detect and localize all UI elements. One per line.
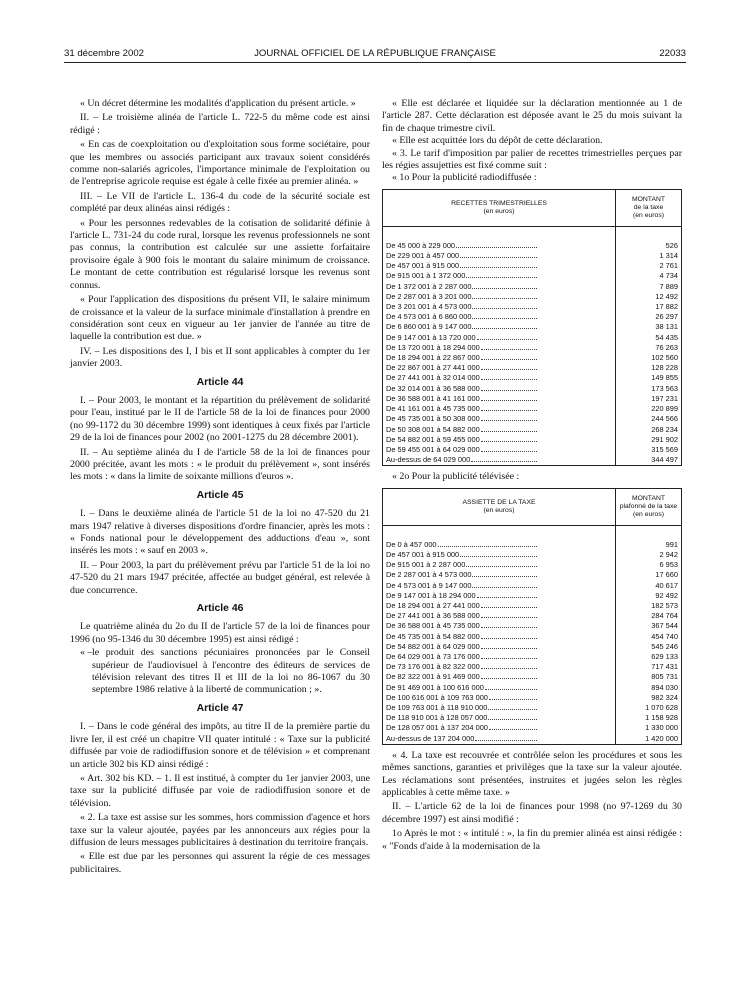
table-row (383, 425, 682, 435)
bracket-cell (383, 292, 616, 302)
bracket-label: De 457 001 à 915 000 (386, 261, 460, 271)
bracket-cell (383, 251, 616, 261)
bracket-label: De 59 455 001 à 64 029 000 (386, 444, 480, 454)
table-header-base (383, 488, 616, 525)
table-row (383, 662, 682, 672)
radio-tax-table (382, 189, 682, 466)
amount-cell: 315 569 (616, 445, 682, 455)
leader-dots (488, 703, 537, 710)
bracket-cell (383, 581, 616, 591)
amount-cell: 454 740 (616, 632, 682, 642)
paragraph: « 1o Pour la publicité radiodiffusée : (392, 172, 537, 184)
paragraph: « Art. 302 bis KD. – 1. Il est institué, à compter du 1er janvier 2003, une taxe sur la publicité diffusée par voie de radiodiffusion sonore et de télévision. (70, 772, 370, 809)
right-column (382, 98, 682, 853)
amount-cell: 6 953 (616, 560, 682, 570)
column-header-label: ASSIETTE DE LA TAXE (462, 498, 536, 506)
bracket-cell (383, 560, 616, 570)
amount-cell: 717 431 (616, 662, 682, 672)
paragraph: Le quatrième alinéa du 2o du II de l'article 57 de la loi de finances pour 1996 (no 95-1346 du 30 décembre 1995) est ainsi rédigé : (70, 621, 370, 645)
table-row (383, 435, 682, 445)
leader-dots (472, 322, 537, 329)
bracket-label: De 4 573 001 à 9 147 000 (386, 580, 472, 590)
table-row (383, 734, 682, 745)
bracket-label: De 18 294 001 à 22 867 000 (386, 353, 480, 363)
bracket-cell (383, 343, 616, 353)
amount-cell: 991 (616, 540, 682, 550)
paragraph: « En cas de coexploitation ou d'exploitation sous forme sociétaire, pour que les membres ou associés participant aux travaux soient considérés comme non-salariés agricoles, l'importance minimale de l'exploitation ou de l'entreprise agricole requise est égale à celle fixée au premier alinéa. » (70, 139, 370, 188)
bracket-label: De 91 469 001 à 100 616 000 (386, 682, 484, 692)
table-row (383, 601, 682, 611)
paragraph: « 2o Pour la publicité télévisée : (392, 471, 520, 483)
amount-cell: 1 330 000 (616, 723, 682, 733)
article-heading: Article 46 (196, 603, 244, 615)
leader-dots (481, 384, 537, 391)
table-row (383, 312, 682, 322)
leader-dots (481, 414, 537, 421)
left-column (70, 98, 370, 876)
amount-cell: 17 882 (616, 302, 682, 312)
bracket-label: De 6 860 001 à 9 147 000 (386, 322, 472, 332)
leader-dots (481, 373, 537, 380)
table-row (383, 373, 682, 383)
bracket-cell (383, 611, 616, 621)
table-row (383, 251, 682, 261)
bracket-label: De 915 001 à 2 287 000 (386, 560, 466, 570)
amount-cell: 128 228 (616, 363, 682, 373)
leader-dots (481, 435, 537, 442)
table-row (383, 302, 682, 312)
leader-dots (477, 333, 537, 340)
table-row (383, 693, 682, 703)
leader-dots (481, 621, 537, 628)
amount-cell: 102 560 (616, 353, 682, 363)
bracket-label: De 73 176 001 à 82 322 000 (386, 662, 480, 672)
amount-cell: 12 492 (616, 292, 682, 302)
bracket-cell (383, 601, 616, 611)
bracket-cell (383, 455, 616, 466)
paragraph: « Elle est déclarée et liquidée sur la déclaration mentionnée au 1 de l'article 287. Cette déclaration est déposée avant le 25 du mois suivant la fin de chaque trimestre civil. (382, 98, 682, 134)
paragraph: « 4. La taxe est recouvrée et contrôlée selon les procédures et sous les mêmes sanctions, garanties et privilèges que la taxe sur la valeur ajoutée. Les réclamations sont présentées, instruites et jugées selon les règles applicables à cette même taxe. » (382, 749, 682, 798)
bracket-label: De 109 763 001 à 118 910 000 (386, 702, 488, 712)
bracket-label: De 457 001 à 915 000 (386, 549, 460, 559)
leader-dots (472, 292, 537, 299)
paragraph: II. – Le troisième alinéa de l'article L. 722-5 du même code est ainsi rédigé : (70, 112, 370, 136)
bracket-cell (383, 570, 616, 580)
bracket-cell (383, 723, 616, 733)
bracket-label: De 27 441 001 à 32 014 000 (386, 373, 480, 383)
table-row (383, 455, 682, 466)
paragraph: I. – Dans le deuxième alinéa de l'article 51 de la loi no 47-520 du 21 mars 1947 relative à diverses dispositions d'ordre financier, après les mots : « Fonds national pour le développement des adductions d'eau », sont insérés les mots : « sauf en 2003 ». (70, 508, 370, 557)
bracket-label: De 50 308 001 à 54 882 000 (386, 424, 480, 434)
amount-cell: 629 133 (616, 652, 682, 662)
leader-dots (481, 363, 537, 370)
table-row (383, 621, 682, 631)
bracket-cell (383, 652, 616, 662)
leader-dots (438, 540, 537, 547)
leader-dots (481, 642, 537, 649)
amount-cell: 526 (616, 241, 682, 251)
leader-dots (481, 445, 537, 452)
table-row (383, 611, 682, 621)
bracket-cell (383, 282, 616, 292)
leader-dots (481, 353, 537, 360)
table-row (383, 292, 682, 302)
journal-title: JOURNAL OFFICIEL DE LA RÉPUBLIQUE FRANÇAISE (254, 48, 496, 59)
table-row (383, 540, 682, 550)
table-row (383, 271, 682, 281)
bracket-cell (383, 445, 616, 455)
leader-dots (472, 302, 537, 309)
bracket-cell (383, 271, 616, 281)
amount-cell: 268 234 (616, 425, 682, 435)
table-row (383, 591, 682, 601)
bracket-label: De 4 573 001 à 6 860 000 (386, 312, 472, 322)
leader-dots (481, 611, 537, 618)
amount-cell: 545 246 (616, 642, 682, 652)
table-row (383, 642, 682, 652)
column-header-unit: (en euros) (633, 211, 664, 219)
bracket-cell (383, 363, 616, 373)
bracket-cell (383, 425, 616, 435)
bracket-label: De 64 029 001 à 73 176 000 (386, 651, 480, 661)
quote-dash: « – (80, 647, 93, 659)
paragraph: « Pour les personnes redevables de la cotisation de solidarité définie à l'article L. 731-24 du code rural, lorsque les revenus professionnels ne sont pas connus, la contribution est calculée sur une assiette forfaitaire provisoire égale à 900 fois le montant du salaire minimum de croissance. Le montant de cette contribution est régularisé lorsque les revenus sont connus. (70, 217, 370, 291)
bracket-label: De 13 720 001 à 18 294 000 (386, 342, 480, 352)
bracket-cell (383, 591, 616, 601)
amount-cell: 2 761 (616, 261, 682, 271)
amount-cell: 805 731 (616, 672, 682, 682)
bracket-label: Au-dessus de 137 204 000 (386, 733, 475, 743)
leader-dots (471, 455, 537, 462)
bracket-label: De 27 441 001 à 36 588 000 (386, 611, 480, 621)
bracket-label: De 45 735 001 à 54 882 000 (386, 631, 480, 641)
amount-cell: 982 324 (616, 693, 682, 703)
bracket-cell (383, 683, 616, 693)
table-row (383, 353, 682, 363)
leader-dots (481, 632, 537, 639)
table-row (383, 414, 682, 424)
leader-dots (456, 241, 537, 248)
leader-dots (481, 662, 537, 669)
paragraph: « Elle est acquittée lors du dépôt de cette déclaration. (392, 135, 603, 147)
bracket-label: De 54 882 001 à 64 029 000 (386, 641, 480, 651)
column-header-unit: (en euros) (483, 506, 515, 514)
header-rule (64, 62, 686, 63)
leader-dots (481, 394, 537, 401)
amount-cell: 291 902 (616, 435, 682, 445)
leader-dots (460, 550, 537, 557)
table-spacer-row (383, 525, 682, 540)
amount-cell: 182 573 (616, 601, 682, 611)
bracket-cell (383, 713, 616, 723)
amount-cell: 1 420 000 (616, 734, 682, 745)
leader-dots (481, 425, 537, 432)
bracket-cell (383, 734, 616, 745)
bracket-label: De 45 000 à 229 000 (386, 240, 456, 250)
amount-cell: 1 314 (616, 251, 682, 261)
table-row (383, 445, 682, 455)
bracket-label: De 229 001 à 457 000 (386, 251, 460, 261)
leader-dots (475, 734, 537, 741)
bracket-cell (383, 672, 616, 682)
amount-cell: 2 942 (616, 550, 682, 560)
bracket-cell (383, 550, 616, 560)
table-row (383, 363, 682, 373)
amount-cell: 367 544 (616, 621, 682, 631)
table-row (383, 384, 682, 394)
bracket-label: De 2 287 001 à 3 201 000 (386, 291, 472, 301)
amount-cell: 38 131 (616, 322, 682, 332)
bracket-cell (383, 312, 616, 322)
paragraph: « Pour l'application des dispositions du présent VII, le salaire minimum de croissance et la valeur de la surface minimale d'installation à prendre en considération sont ceux en vigueur au 1er janvier de l'année au titre de laquelle la contribution est due. » (70, 294, 370, 343)
amount-cell: 4 734 (616, 271, 682, 281)
table-row (383, 652, 682, 662)
paragraph: IV. – Les dispositions des I, I bis et II sont applicables à compter du 1er janvier 2003. (70, 345, 370, 370)
bracket-cell (383, 632, 616, 642)
bracket-label: De 0 à 457 000 (386, 539, 437, 549)
bracket-cell (383, 322, 616, 332)
leader-dots (489, 723, 537, 730)
leader-dots (472, 312, 537, 319)
bracket-cell (383, 540, 616, 550)
table-row (383, 672, 682, 682)
column-header-unit: (en euros) (483, 207, 515, 215)
table-header-bracket (383, 189, 616, 226)
bracket-cell (383, 333, 616, 343)
bracket-label: De 45 735 001 à 50 308 000 (386, 414, 480, 424)
amount-cell: 7 889 (616, 282, 682, 292)
amount-cell: 344 497 (616, 455, 682, 466)
bracket-label: De 36 588 001 à 41 161 000 (386, 393, 480, 403)
leader-dots (460, 261, 537, 268)
amount-cell: 26 297 (616, 312, 682, 322)
amount-cell: 54 435 (616, 333, 682, 343)
table-row (383, 394, 682, 404)
table-row (383, 723, 682, 733)
paragraph: I. – Pour 2003, le montant et la répartition du prélèvement de solidarité pour l'eau, institué par le II de l'article 58 de la loi de finances pour 2000 (no 99-1172 du 30 décembre 1999) sont identiques à ceux fixés par l'article 29 de la loi de finances pour 2002 (no 2001-1275 du 28 décembre 2001). (70, 394, 370, 444)
bracket-label: De 18 294 001 à 27 441 000 (386, 600, 480, 610)
table-row (383, 683, 682, 693)
column-header-label: MONTANT (631, 195, 666, 203)
amount-cell: 92 492 (616, 591, 682, 601)
table-spacer-row (383, 226, 682, 241)
bracket-cell (383, 435, 616, 445)
bracket-label: De 915 001 à 1 372 000 (386, 271, 466, 281)
paragraph: « 2. La taxe est assise sur les sommes, hors commission d'agence et hors taxe sur la valeur ajoutée, payées par les annonceurs aux régies pour la diffusion de leurs messages publicitaires à destination du territoire français. (70, 812, 370, 848)
bracket-cell (383, 353, 616, 363)
bracket-label: De 100 616 001 à 109 763 000 (386, 692, 488, 702)
bracket-cell (383, 693, 616, 703)
amount-cell: 149 855 (616, 373, 682, 383)
paragraph: « Un décret détermine les modalités d'application du présent article. » (80, 98, 356, 109)
paragraph: I. – Dans le code général des impôts, au titre II de la première partie du livre Ier, il est créé un chapitre VII quater intitulé : « Taxe sur la publicité diffusée par voie de radiodiffusion sonore et de télévision » et comprenant un article 302 bis KD ainsi rédigé : (70, 721, 370, 770)
table-row (383, 322, 682, 332)
bracket-label: Au-dessus de 64 029 000 (386, 455, 471, 465)
bracket-label: De 118 910 001 à 128 057 000 (386, 713, 488, 723)
bracket-label: De 82 322 001 à 91 469 000 (386, 672, 480, 682)
leader-dots (472, 581, 537, 588)
column-header-sub: de la taxe (633, 203, 664, 211)
paragraph: II. – Au septième alinéa du I de l'article 58 de la loi de finances pour 2000 précitée, avant les mots : « le produit du prélèvement », sont insérés les mots : « dans la limite de soixante millions d'euros ». (70, 446, 370, 483)
bracket-cell (383, 302, 616, 312)
bracket-label: De 3 201 001 à 4 573 000 (386, 302, 472, 312)
table-header-amount (616, 488, 682, 525)
leader-dots (481, 404, 537, 411)
bracket-label: De 41 161 001 à 45 735 000 (386, 404, 480, 414)
bracket-label: De 32 014 001 à 36 588 000 (386, 383, 480, 393)
column-header-sub: plafonné de la taxe (619, 502, 678, 510)
bracket-cell (383, 241, 616, 251)
bracket-label: De 9 147 001 à 13 720 000 (386, 332, 476, 342)
bracket-label: De 1 372 001 à 2 287 000 (386, 281, 472, 291)
table-row (383, 241, 682, 251)
article-heading: Article 44 (196, 376, 244, 388)
table-header-amount (616, 189, 682, 226)
bracket-cell (383, 373, 616, 383)
table-row (383, 343, 682, 353)
bracket-cell (383, 662, 616, 672)
table-row (383, 282, 682, 292)
paragraph: III. – Le VII de l'article L. 136-4 du code de la sécurité sociale est complété par deux alinéas ainsi rédigés : (70, 190, 370, 215)
table-row (383, 581, 682, 591)
bracket-cell (383, 414, 616, 424)
amount-cell: 244 566 (616, 414, 682, 424)
table-row (383, 713, 682, 723)
leader-dots (488, 713, 537, 720)
leader-dots (481, 652, 537, 659)
amount-cell: 173 563 (616, 384, 682, 394)
table-row (383, 560, 682, 570)
table-row (383, 703, 682, 713)
table-row (383, 570, 682, 580)
paragraph: 1o Après le mot : « intitulé : », la fin du premier alinéa est ainsi rédigée : « "Fonds d'aide à la modernisation de la (382, 828, 682, 852)
leader-dots (481, 343, 537, 350)
bracket-cell (383, 261, 616, 271)
amount-cell: 220 899 (616, 404, 682, 414)
tv-tax-table (382, 488, 682, 745)
quoted-item (70, 647, 370, 697)
amount-cell: 76 263 (616, 343, 682, 353)
bracket-label: De 54 882 001 à 59 455 000 (386, 434, 480, 444)
amount-cell: 1 070 628 (616, 703, 682, 713)
amount-cell: 17 660 (616, 570, 682, 580)
column-header-label: RECETTES TRIMESTRIELLES (451, 199, 547, 207)
bracket-cell (383, 621, 616, 631)
leader-dots (472, 570, 537, 577)
table-row (383, 632, 682, 642)
leader-dots (460, 251, 537, 258)
column-header-unit: (en euros) (633, 510, 664, 518)
page-header (64, 48, 686, 62)
bracket-label: De 36 588 001 à 45 735 000 (386, 621, 480, 631)
bracket-cell (383, 642, 616, 652)
page-number: 22033 (659, 48, 686, 59)
leader-dots (466, 271, 537, 278)
bracket-label: De 22 867 001 à 27 441 000 (386, 363, 480, 373)
table-row (383, 404, 682, 414)
paragraph: II. – L'article 62 de la loi de finances pour 1998 (no 97-1269 du 30 décembre 1997) est ainsi modifié : (382, 801, 682, 825)
leader-dots (481, 601, 537, 608)
leader-dots (485, 683, 537, 690)
paragraph: « 3. Le tarif d'imposition par palier de recettes trimestrielles perçues par les régies assujetties est fixé comme suit : (382, 147, 682, 172)
leader-dots (472, 282, 537, 289)
bracket-cell (383, 384, 616, 394)
bracket-cell (383, 404, 616, 414)
amount-cell: 40 617 (616, 581, 682, 591)
column-header-label: MONTANT (631, 494, 666, 502)
amount-cell: 197 231 (616, 394, 682, 404)
bracket-label: De 9 147 001 à 18 294 000 (386, 590, 476, 600)
bracket-cell (383, 703, 616, 713)
bracket-cell (383, 394, 616, 404)
bracket-label: De 128 057 001 à 137 204 000 (386, 723, 488, 733)
amount-cell: 1 158 928 (616, 713, 682, 723)
amount-cell: 894 030 (616, 683, 682, 693)
table-row (383, 333, 682, 343)
leader-dots (481, 672, 537, 679)
paragraph: II. – Pour 2003, la part du prélèvement prévu par l'article 51 de la loi no 47-520 du 21 mars 1947 précitée, affectée au budget général, est relevée à due concurrence. (70, 559, 370, 596)
header-date: 31 décembre 2002 (64, 48, 145, 59)
leader-dots (466, 560, 537, 567)
leader-dots (477, 591, 537, 598)
article-heading: Article 47 (196, 702, 244, 714)
quoted-item-text: le produit des sanctions pécuniaires prononcées par le Conseil supérieur de l'audiovisuel à l'encontre des éditeurs de services de télévision relevant des titres II et III de la loi no 86-1067 du 30 septembre 1986 relative à la liberté de communication ; ». (92, 647, 370, 696)
leader-dots (489, 693, 537, 700)
bracket-label: De 2 287 001 à 4 573 000 (386, 570, 472, 580)
paragraph: « Elle est due par les personnes qui assurent la régie de ces messages publicitaires. (70, 851, 370, 875)
table-row (383, 261, 682, 271)
article-heading: Article 45 (196, 489, 244, 501)
table-row (383, 550, 682, 560)
amount-cell: 284 764 (616, 611, 682, 621)
